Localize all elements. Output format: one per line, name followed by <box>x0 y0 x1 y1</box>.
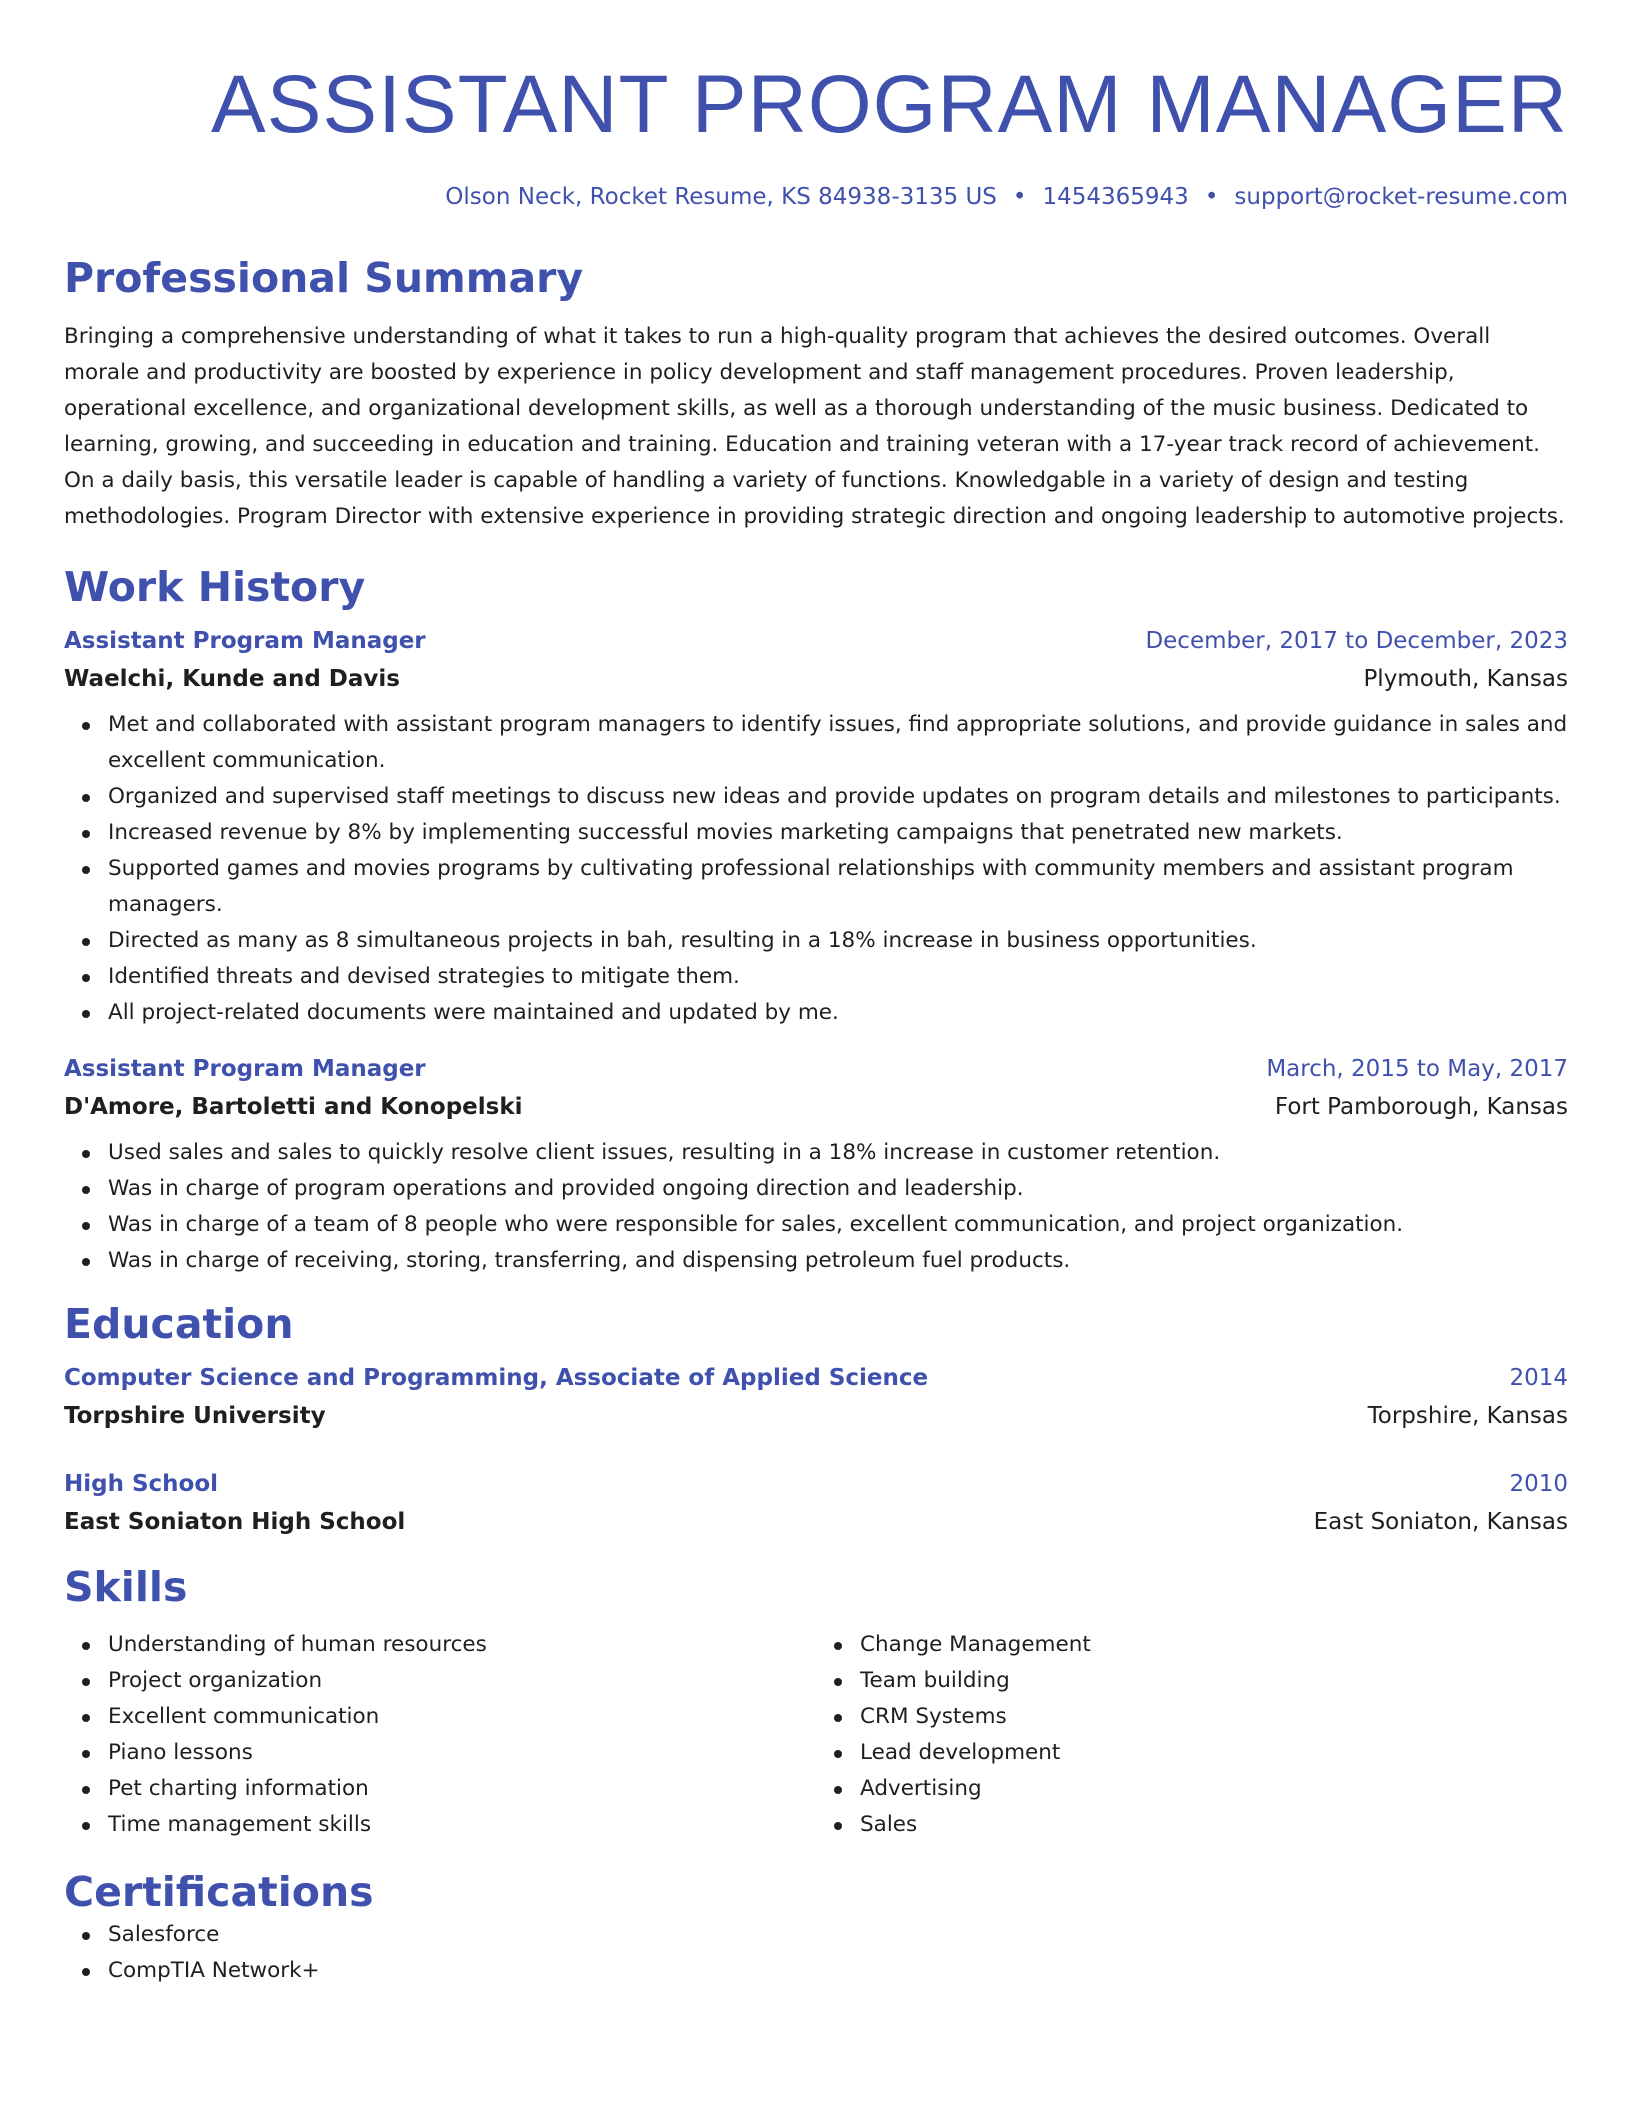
resume-page <box>64 0 1568 1989</box>
education-location: Torpshire, Kansas <box>1367 1403 1568 1429</box>
certifications-list <box>64 1917 1568 1989</box>
skills-heading: Skills <box>64 1563 188 1611</box>
job-entry <box>64 1051 1568 1279</box>
education-school: East Soniaton High School <box>64 1509 406 1535</box>
certification-item: CompTIA Network+ <box>108 1953 1568 1989</box>
skill-item: Excellent communication <box>108 1699 816 1735</box>
job-header-row <box>64 1051 1568 1087</box>
skill-item: Project organization <box>108 1663 816 1699</box>
job-bullet: Used sales and sales to quickly resolve client issues, resulting in a 18% increase in customer retention. <box>108 1135 1568 1171</box>
job-role: Assistant Program Manager <box>64 628 426 654</box>
skill-item: CRM Systems <box>860 1699 1568 1735</box>
job-bullet: Increased revenue by 8% by implementing successful movies marketing campaigns that penetrated new markets. <box>108 815 1568 851</box>
skills-columns <box>64 1627 1568 1843</box>
contact-email[interactable]: support@rocket-resume.com <box>1234 184 1568 210</box>
skill-item: Change Management <box>860 1627 1568 1663</box>
education-header-row <box>64 1360 1568 1396</box>
job-bullet: Met and collaborated with assistant program managers to identify issues, find appropriate solutions, and provide guidance in sales and excellent communication. <box>108 707 1568 779</box>
contact-phone: 1454365943 <box>1042 184 1189 210</box>
skill-item: Lead development <box>860 1735 1568 1771</box>
job-bullet: Directed as many as 8 simultaneous projects in bah, resulting in a 18% increase in business opportunities. <box>108 923 1568 959</box>
skills-list-right <box>816 1627 1568 1843</box>
skill-item: Team building <box>860 1663 1568 1699</box>
job-entry <box>64 623 1568 1031</box>
job-bullet: Organized and supervised staff meetings to discuss new ideas and provide updates on program details and milestones to participants. <box>108 779 1568 815</box>
job-bullet: Was in charge of a team of 8 people who were responsible for sales, excellent communication, and project organization. <box>108 1207 1568 1243</box>
education-year: 2014 <box>1509 1365 1568 1391</box>
job-role: Assistant Program Manager <box>64 1056 426 1082</box>
skill-item: Advertising <box>860 1771 1568 1807</box>
contact-line <box>64 182 1568 212</box>
job-dates: December, 2017 to December, 2023 <box>1145 628 1568 654</box>
certification-item: Salesforce <box>108 1917 1568 1953</box>
resume-title: ASSISTANT PROGRAM MANAGER <box>211 59 1568 150</box>
education-location: East Soniaton, Kansas <box>1313 1509 1568 1535</box>
education-entry <box>64 1466 1568 1542</box>
skill-item: Sales <box>860 1807 1568 1843</box>
education-header-row <box>64 1466 1568 1502</box>
job-bullets <box>64 1135 1568 1279</box>
job-dates: March, 2015 to May, 2017 <box>1266 1056 1568 1082</box>
skill-item: Understanding of human resources <box>108 1627 816 1663</box>
contact-address: Olson Neck, Rocket Resume, KS 84938-3135 US <box>445 184 997 210</box>
job-bullets <box>64 707 1568 1031</box>
job-bullet: Supported games and movies programs by cultivating professional relationships with community members and assistant program managers. <box>108 851 1568 923</box>
education-degree: Computer Science and Programming, Associate of Applied Science <box>64 1365 929 1391</box>
education-school-row <box>64 1396 1568 1436</box>
education-heading: Education <box>64 1300 294 1348</box>
job-company: D'Amore, Bartoletti and Konopelski <box>64 1094 523 1120</box>
education-school: Torpshire University <box>64 1403 326 1429</box>
job-location: Fort Pamborough, Kansas <box>1274 1094 1568 1120</box>
education-year: 2010 <box>1509 1471 1568 1497</box>
summary-heading: Professional Summary <box>64 254 584 302</box>
certifications-heading: Certifications <box>64 1868 374 1916</box>
job-bullet: Was in charge of program operations and provided ongoing direction and leadership. <box>108 1171 1568 1207</box>
job-company-row <box>64 1087 1568 1127</box>
education-school-row <box>64 1502 1568 1542</box>
work-history-heading: Work History <box>64 563 366 611</box>
job-bullet: All project-related documents were maintained and updated by me. <box>108 995 1568 1031</box>
skill-item: Pet charting information <box>108 1771 816 1807</box>
job-header-row <box>64 623 1568 659</box>
contact-separator: • <box>1012 184 1027 210</box>
education-degree: High School <box>64 1471 219 1497</box>
contact-separator: • <box>1204 184 1219 210</box>
job-bullet: Was in charge of receiving, storing, transferring, and dispensing petroleum fuel products. <box>108 1243 1568 1279</box>
job-company: Waelchi, Kunde and Davis <box>64 666 400 692</box>
skill-item: Time management skills <box>108 1807 816 1843</box>
skills-list-left <box>64 1627 816 1843</box>
job-bullet: Identified threats and devised strategies to mitigate them. <box>108 959 1568 995</box>
job-company-row <box>64 659 1568 699</box>
job-location: Plymouth, Kansas <box>1363 666 1568 692</box>
skill-item: Piano lessons <box>108 1735 816 1771</box>
summary-text: Bringing a comprehensive understanding of what it takes to run a high-quality program that achieves the desired outcomes. Overall morale and productivity are boosted by experience in policy development and staff management procedures. Proven leadership, operational excellence, and organizational development skills, as well as a thorough understanding of the music business. Dedicated to learning, growing, and succeeding in education and training. Education and training veteran with a 17-year track record of achievement. On a daily basis, this versatile leader is capable of handling a variety of functions. Knowledgable in a variety of design and testing methodologies. Program Director with extensive experience in providing strategic direction and ongoing leadership to automotive projects. <box>64 324 1565 529</box>
education-entry <box>64 1360 1568 1436</box>
